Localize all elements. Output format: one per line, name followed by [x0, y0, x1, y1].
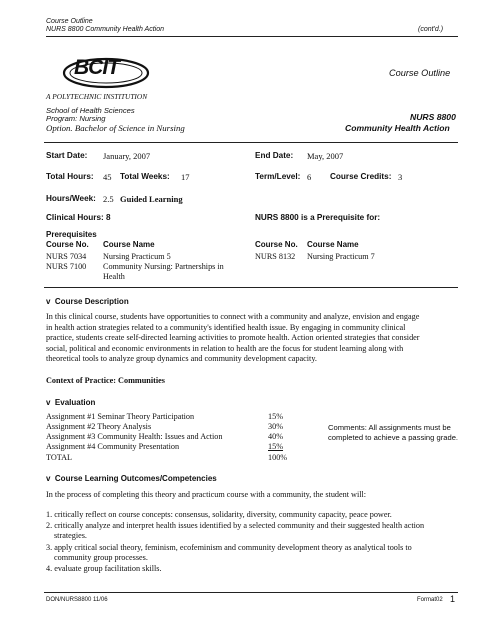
program: Program: Nursing [46, 114, 106, 123]
description-line: theoretical tools to analyze group dynamics and community development capacity. [46, 354, 317, 364]
description-line: social, political and economic environments in relation to health are the focus for student learning along with [46, 343, 404, 353]
eval-item-3-label: Assignment #3 Community Health: Issues and Action [46, 432, 223, 441]
prereq-col-name: Course Name [103, 240, 155, 249]
total-hours-value: 45 [103, 172, 112, 182]
hours-week-value: 2.5 [103, 194, 114, 204]
outcomes-title: Course Learning Outcomes/Competencies [54, 474, 217, 483]
section-rule-2 [44, 287, 458, 288]
eval-comment-line-2: completed to achieve a passing grade. [328, 433, 459, 442]
section-rule-1 [44, 142, 458, 143]
prereq-row-2-name: Community Nursing: Partnerships in [103, 262, 224, 271]
outcome-2-cont: strategies. [54, 531, 87, 540]
eval-item-2-label: Assignment #2 Theory Analysis [46, 422, 152, 431]
description-heading [46, 297, 129, 306]
next-row-1-no: NURS 8132 [255, 252, 296, 261]
footer-rule [44, 592, 458, 593]
credits-label: Course Credits: [330, 172, 392, 181]
term-value: 6 [307, 172, 312, 182]
description-line: in health action strategies related to a community's identified health issue. By engaging in community clinical [46, 322, 406, 332]
evaluation-title: Evaluation [54, 398, 96, 407]
page-number: 1 [450, 594, 456, 604]
course-code: NURS 8800 [410, 112, 456, 122]
credits-value: 3 [398, 172, 403, 182]
outcome-1: 1. critically reflect on course concepts: consensus, solidarity, diversity, community capacity, peace power. [46, 510, 392, 519]
footer-doc-id: DON/NURS8800 11/06 [46, 597, 108, 603]
outcome-4: 4. evaluate group facilitation skills. [46, 564, 162, 573]
running-header-contd: (cont'd.) [418, 26, 444, 33]
prereq-title: Prerequisites [46, 230, 97, 239]
school-name: School of Health Sciences [46, 106, 135, 115]
eval-item-1-pct: 15% [268, 412, 284, 421]
start-date-label: Start Date: [46, 151, 88, 160]
eval-item-2-pct: 30% [268, 422, 284, 431]
eval-item-4-label: Assignment #4 Community Presentation [46, 442, 180, 451]
total-weeks-label: Total Weeks: [120, 172, 170, 181]
total-weeks-value: 17 [181, 172, 190, 182]
context-of-practice: Context of Practice: Communities [46, 376, 165, 385]
end-date-label: End Date: [255, 151, 294, 160]
next-row-1-name: Nursing Practicum 7 [307, 252, 375, 261]
description-line: practice, students create self-directed learning activities to promote health. Action oriented strategies that consider [46, 333, 420, 343]
option: Option. Bachelor of Science in Nursing [46, 123, 185, 133]
course-title: Community Health Action [345, 123, 450, 133]
start-date-value: January, 2007 [103, 151, 151, 161]
term-label: Term/Level: [255, 172, 301, 181]
outcomes-heading [46, 474, 217, 483]
eval-item-1-label: Assignment #1 Seminar Theory Participation [46, 412, 195, 421]
outcome-2: 2. critically analyze and interpret health issues identified by a selected community and their suggested health action [46, 521, 425, 530]
guided-learning: Guided Learning [120, 194, 183, 204]
prereq-row-1-no: NURS 7034 [46, 252, 87, 261]
outcomes-intro: In the process of completing this theory and practicum course with a community, the student will: [46, 490, 367, 499]
next-col-no: Course No. [255, 240, 298, 249]
prereq-row-2-no: NURS 7100 [46, 262, 87, 271]
running-header-course: NURS 8800 Community Health Action [46, 26, 165, 33]
prereq-row-2-name-cont: Health [103, 272, 125, 281]
hours-week-label: Hours/Week: [46, 194, 96, 203]
outcome-3-cont: community group processes. [54, 553, 148, 562]
evaluation-heading [46, 398, 95, 407]
running-header-title: Course Outline [46, 18, 93, 25]
logo-text: BCIT [74, 56, 119, 79]
eval-total-label: TOTAL [46, 453, 73, 462]
description-body [46, 312, 466, 365]
eval-comment-line-1: Comments: All assignments must be [328, 423, 451, 432]
bullet-v-icon: v [46, 297, 51, 306]
footer-format: Format02 [417, 597, 443, 603]
description-title: Course Description [54, 297, 129, 306]
prereq-col-no: Course No. [46, 240, 89, 249]
description-line: In this clinical course, students have opportunities to connect with a community and analyze, envision and engage [46, 312, 420, 321]
eval-item-3-pct: 40% [268, 432, 284, 441]
end-date-value: May, 2007 [307, 151, 344, 161]
header-rule [46, 36, 458, 37]
total-hours-label: Total Hours: [46, 172, 94, 181]
doc-type: Course Outline [389, 68, 451, 78]
next-col-name: Course Name [307, 240, 359, 249]
eval-total-pct: 100% [268, 453, 288, 462]
outcome-3: 3. apply critical social theory, feminism, ecofeminism and community development theory as analytical tools to [46, 543, 412, 552]
prereq-for-label: NURS 8800 is a Prerequisite for: [255, 213, 381, 222]
eval-item-4-pct: 15% [268, 442, 284, 451]
logo-tagline: A POLYTECHNIC INSTITUTION [46, 92, 148, 101]
prereq-row-1-name: Nursing Practicum 5 [103, 252, 171, 261]
bullet-v-icon: v [46, 474, 51, 483]
clinical-hours: Clinical Hours: 8 [46, 213, 111, 222]
bullet-v-icon: v [46, 398, 51, 407]
